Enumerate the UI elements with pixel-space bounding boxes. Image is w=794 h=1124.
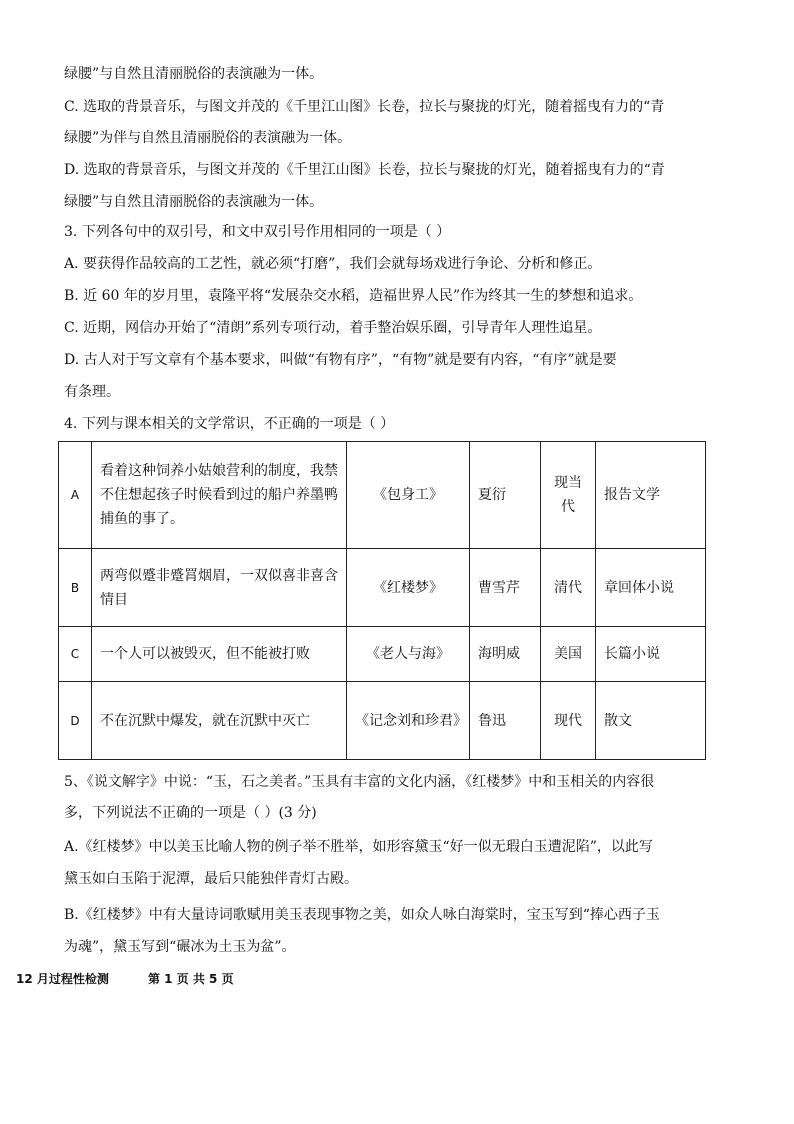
row-quote: 看着这种饲养小姑娘营利的制度，我禁不住想起孩子时候看到过的船户养墨鸭捕鱼的事了。 <box>92 442 347 549</box>
question-5-option-b-line2: 为魂”，黛玉写到“碾冰为土玉为盆”。 <box>64 939 296 955</box>
row-era: 清代 <box>541 549 596 627</box>
question-5-stem-line2: 多，下列说法不正确的一项是（ ）(3 分) <box>64 805 317 821</box>
question-5-option-a-line1: A.《红楼梦》中以美玉比喻人物的例子举不胜举，如形容黛玉“好一似无瑕白玉遭泥陷”，以此写 <box>64 839 653 855</box>
question-5-option-a-line2: 黛玉如白玉陷于泥潭，最后只能独伴青灯古殿。 <box>64 871 358 887</box>
footer-exam-name: 12 月过程性检测 <box>16 972 109 986</box>
row-letter: D <box>59 682 92 760</box>
table-row <box>59 627 706 682</box>
question-3-option-c: C. 近期，网信办开始了“清朗”系列专项行动，着手整治娱乐圈，引导青年人理性追星。 <box>64 320 602 336</box>
row-author: 海明威 <box>470 627 541 682</box>
question-5-option-b-line1: B.《红楼梦》中有大量诗词歌赋用美玉表现事物之美，如众人咏白海棠时，宝玉写到“捧心西子玉 <box>64 907 660 923</box>
question-3-option-d-line2: 有条理。 <box>64 384 120 400</box>
row-quote: 一个人可以被毁灭，但不能被打败 <box>92 627 347 682</box>
row-author: 鲁迅 <box>470 682 541 760</box>
question-3-option-b: B. 近 60 年的岁月里，袁隆平将“发展杂交水稻，造福世界人民”作为终其一生的梦想和追求。 <box>64 288 643 304</box>
option-d-line2: 绿腰”与自然且清丽脱俗的表演融为一体。 <box>64 194 324 210</box>
literature-table <box>58 441 706 760</box>
table-row <box>59 442 706 549</box>
row-era: 现代 <box>541 682 596 760</box>
option-c-line1: C. 选取的背景音乐，与图文并茂的《千里江山图》长卷，拉长与聚拢的灯光，随着摇曳有力的“青 <box>64 99 665 115</box>
row-era: 现当代 <box>541 442 596 549</box>
row-work: 《包身工》 <box>347 442 470 549</box>
table-row <box>59 682 706 760</box>
question-4-stem: 4. 下列与课本相关的文学常识，不正确的一项是（ ） <box>64 416 395 432</box>
row-genre: 散文 <box>596 682 706 760</box>
question-3-stem: 3. 下列各句中的双引号，和文中双引号作用相同的一项是（ ） <box>64 224 451 240</box>
row-genre: 章回体小说 <box>596 549 706 627</box>
row-genre: 长篇小说 <box>596 627 706 682</box>
row-letter: A <box>59 442 92 549</box>
row-quote: 不在沉默中爆发，就在沉默中灭亡 <box>92 682 347 760</box>
row-era: 美国 <box>541 627 596 682</box>
row-quote: 两弯似蹙非蹙罥烟眉，一双似喜非喜含情目 <box>92 549 347 627</box>
row-letter: B <box>59 549 92 627</box>
row-work: 《老人与海》 <box>347 627 470 682</box>
option-d-line1: D. 选取的背景音乐，与图文并茂的《千里江山图》长卷，拉长与聚拢的灯光，随着摇曳有力的“青 <box>64 162 665 178</box>
row-genre: 报告文学 <box>596 442 706 549</box>
row-work: 《记念刘和珍君》 <box>347 682 470 760</box>
question-5-stem-line1: 5、《说文解字》中说：“玉，石之美者。”玉具有丰富的文化内涵，《红楼梦》中和玉相关的内容很 <box>64 774 655 790</box>
row-letter: C <box>59 627 92 682</box>
question-3-option-d-line1: D. 古人对于写文章有个基本要求，叫做“有物有序”，“有物”就是要有内容，“有序”就是要 <box>64 352 617 368</box>
row-author: 曹雪芹 <box>470 549 541 627</box>
table-row <box>59 549 706 627</box>
question-3-option-a: A. 要获得作品较高的工艺性，就必须“打磨”，我们会就每场戏进行争论、分析和修正。 <box>64 256 602 272</box>
option-c-line2: 绿腰”为伴与自然且清丽脱俗的表演融为一体。 <box>64 130 352 146</box>
row-author: 夏衍 <box>470 442 541 549</box>
option-b-continuation: 绿腰”与自然且清丽脱俗的表演融为一体。 <box>64 66 324 82</box>
footer-page-number: 第 1 页 共 5 页 <box>148 972 234 986</box>
row-work: 《红楼梦》 <box>347 549 470 627</box>
